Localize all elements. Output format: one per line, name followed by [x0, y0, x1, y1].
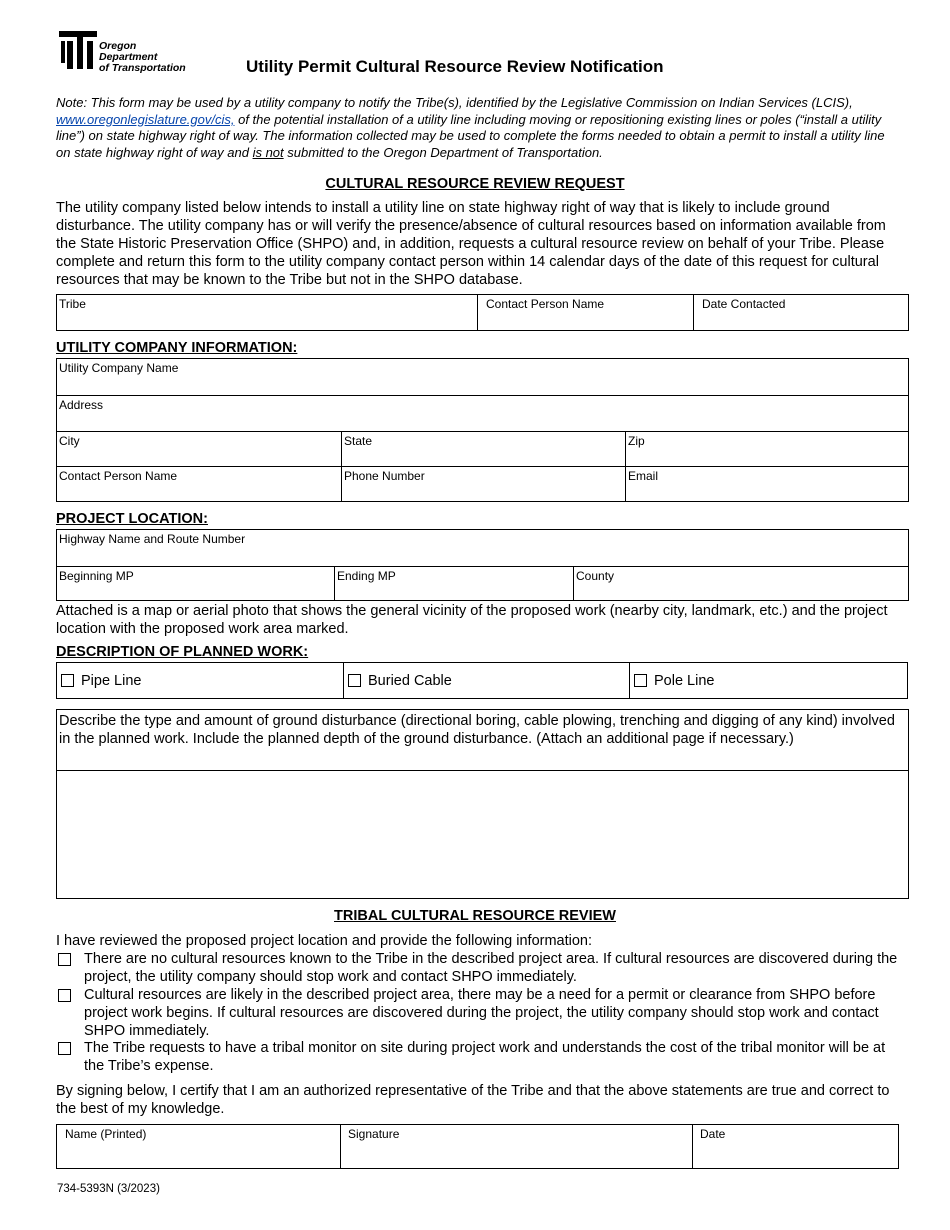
buried-cable-checkbox[interactable]: [348, 674, 361, 687]
likely-resources-text: Cultural resources are likely in the described project area, there may be a need for a permit or clearance from SHPO before project work begins. If cultural resources are discovered during the project, the utility company should stop work and contact SHPO immediately.: [84, 987, 879, 1039]
tribe-contact-label: Contact Person Name: [486, 297, 605, 311]
likely-resources-checkbox[interactable]: [58, 989, 71, 1002]
review-request-paragraph: The utility company listed below intends to install a utility line on state highway right of way that is likely to include ground disturbance. The utility company has or will verify the presence/absence of cultural resources based on information available from the State Historic Preservation Office (SHPO) and, in addition, requests a cultural resource review on behalf of your Tribe. Please complete and return this form to the utility company contact person within 14 calendar days of the date of this request for cultural resources that may be known to the Tribe but not in the SHPO database.: [56, 200, 886, 288]
sign-date-label: Date: [700, 1127, 726, 1141]
phone-label: Phone Number: [344, 469, 425, 483]
review-request-heading-text: CULTURAL RESOURCE REVIEW REQUEST: [325, 176, 625, 192]
printed-name-field[interactable]: [57, 1125, 340, 1168]
tribal-review-heading-text: TRIBAL CULTURAL RESOURCE REVIEW: [334, 908, 616, 924]
state-field[interactable]: [341, 432, 625, 466]
highway-label: Highway Name and Route Number: [59, 532, 246, 546]
sign-date-field[interactable]: [692, 1125, 898, 1168]
county-label: County: [576, 569, 615, 583]
form-number: 734-5393N (3/2023): [57, 1183, 160, 1195]
pipe-line-option[interactable]: [57, 663, 343, 698]
tribe-contact-table: [56, 294, 909, 331]
tribe-label: Tribe: [59, 297, 86, 311]
logo-line-2: Department: [99, 51, 158, 63]
note-text-2: of the potential installation of a utility line including moving or repositioning existing lines or poles (“install a utility line”) on state highway right of way. The information collected may be used to complete the forms needed to obtain a permit to install a utility line on state highway right of way and: [56, 111, 885, 160]
review-option-tribal-monitor[interactable]: [56, 1039, 906, 1075]
certification-statement: By signing below, I certify that I am an authorized representative of the Tribe and that the above statements are true and correct to the best of my knowledge.: [56, 1083, 890, 1117]
tribal-review-intro: I have reviewed the proposed project location and provide the following information:: [56, 933, 593, 949]
pole-line-option[interactable]: [629, 663, 907, 698]
describe-work-box: [56, 709, 909, 899]
review-request-heading: [56, 176, 894, 192]
signature-field[interactable]: [340, 1125, 692, 1168]
utility-company-name-label: Utility Company Name: [59, 361, 179, 375]
ending-mp-field[interactable]: [334, 567, 573, 600]
work-type-table: [56, 662, 908, 699]
utility-contact-field[interactable]: [57, 467, 341, 501]
planned-work-heading: DESCRIPTION OF PLANNED WORK:: [56, 644, 309, 660]
logo-line-3: of Transportation: [99, 62, 186, 74]
utility-company-heading: UTILITY COMPANY INFORMATION:: [56, 340, 298, 356]
date-contacted-field[interactable]: [693, 295, 908, 330]
describe-work-prompt: Describe the type and amount of ground disturbance (directional boring, cable plowing, trenching and digging of any kind) involved in the planned work. Include the planned depth of the ground disturbance. (Attach an additional page if necessary.): [59, 713, 895, 747]
pipe-line-checkbox[interactable]: [61, 674, 74, 687]
date-contacted-label: Date Contacted: [702, 297, 786, 311]
review-option-likely-resources[interactable]: [56, 986, 906, 1040]
tribe-field[interactable]: [57, 295, 477, 330]
signature-label: Signature: [348, 1127, 400, 1141]
address-field[interactable]: [57, 396, 908, 431]
signature-table: [56, 1124, 899, 1169]
ending-mp-label: Ending MP: [337, 569, 396, 583]
no-resources-checkbox[interactable]: [58, 953, 71, 966]
zip-label: Zip: [628, 434, 645, 448]
city-field[interactable]: [57, 432, 341, 466]
form-title: Utility Permit Cultural Resource Review Notification: [246, 57, 664, 76]
tribal-monitor-text: The Tribe requests to have a tribal monitor on site during project work and understands the cost of the tribal monitor will be at the Tribe’s expense.: [84, 1040, 886, 1074]
attached-map-note: Attached is a map or aerial photo that shows the general vicinity of the proposed work (nearby city, landmark, etc.) and the project location with the proposed work area marked.: [56, 603, 888, 637]
logo-text: [99, 41, 186, 74]
buried-cable-label: Buried Cable: [368, 672, 452, 689]
note-emphasis: is not: [252, 144, 284, 160]
email-label: Email: [628, 469, 659, 483]
utility-contact-label: Contact Person Name: [59, 469, 178, 483]
tribal-monitor-checkbox[interactable]: [58, 1042, 71, 1055]
project-location-table: [56, 529, 909, 601]
note-text-1: Note: This form may be used by a utility company to notify the Tribe(s), identified by the Legislative Commission on Indian Services (LCIS),: [56, 95, 853, 110]
highway-field[interactable]: [57, 530, 908, 566]
form-note: [56, 95, 896, 161]
utility-company-name-field[interactable]: [57, 359, 908, 395]
tribal-review-heading: [56, 908, 894, 924]
odot-logo: [57, 27, 207, 73]
tribe-contact-field[interactable]: [477, 295, 693, 330]
phone-field[interactable]: [341, 467, 625, 501]
beginning-mp-field[interactable]: [57, 567, 334, 600]
utility-company-table: [56, 358, 909, 502]
lcis-link[interactable]: www.oregonlegislature.gov/cis,: [56, 111, 235, 127]
city-label: City: [59, 434, 80, 448]
state-label: State: [344, 434, 373, 448]
beginning-mp-label: Beginning MP: [59, 569, 134, 583]
logo-line-1: Oregon: [99, 40, 137, 52]
email-field[interactable]: [625, 467, 908, 501]
address-label: Address: [59, 398, 104, 412]
review-option-no-resources[interactable]: [56, 950, 906, 986]
pole-line-label: Pole Line: [654, 672, 715, 689]
pipe-line-label: Pipe Line: [81, 672, 142, 689]
describe-work-textarea[interactable]: [57, 771, 908, 898]
note-text-3: submitted to the Oregon Department of Transportation.: [283, 144, 603, 160]
county-field[interactable]: [573, 567, 908, 600]
no-resources-text: There are no cultural resources known to the Tribe in the described project area. If cultural resources are discovered during the project, the utility company should stop work and contact SHPO immediately.: [84, 951, 898, 985]
project-location-heading: PROJECT LOCATION:: [56, 511, 208, 527]
zip-field[interactable]: [625, 432, 908, 466]
odot-logo-icon: [57, 27, 101, 73]
printed-name-label: Name (Printed): [65, 1127, 147, 1141]
pole-line-checkbox[interactable]: [634, 674, 647, 687]
buried-cable-option[interactable]: [343, 663, 629, 698]
